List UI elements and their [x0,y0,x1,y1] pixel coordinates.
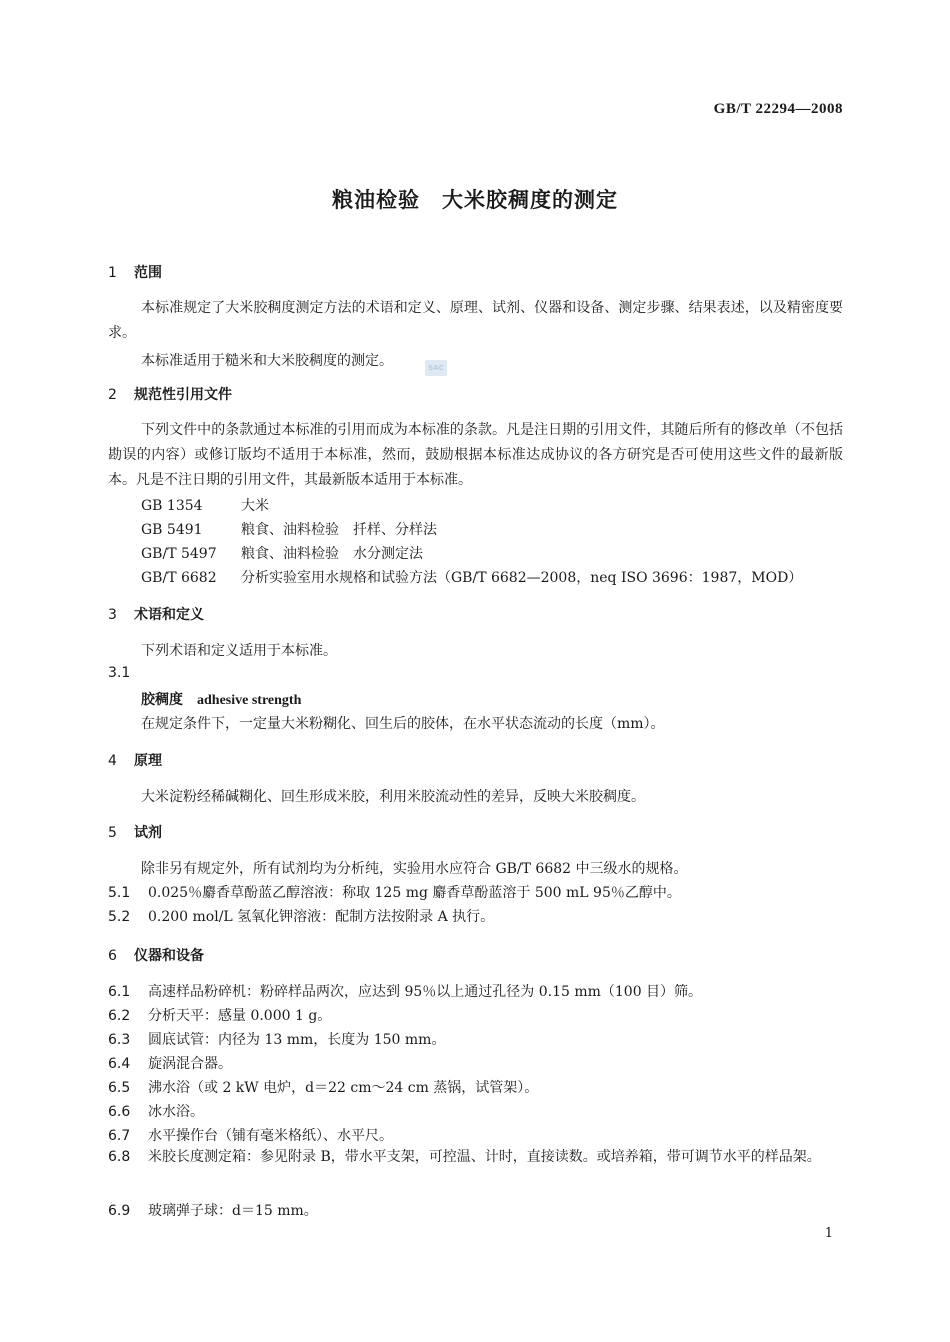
item-number: 6.9 [108,1203,131,1219]
definition-number: 3.1 [108,665,131,681]
item-text: 高速样品粉碎机：粉碎样品两次，应达到 95％以上通过孔径为 0.15 mm（100 目）筛。 [148,984,703,1000]
apparatus-item [108,1029,445,1049]
item-text: 0.025％麝香草酚蓝乙醇溶液：称取 125 mg 麝香草酚蓝溶于 500 mL 95％乙醇中。 [148,885,681,901]
section-title: 规范性引用文件 [134,387,232,403]
item-text: 圆底试管：内径为 13 mm，长度为 150 mm。 [148,1032,446,1048]
reference-code: GB 5491 [141,522,203,538]
section-title: 术语和定义 [134,607,204,623]
standard-code: GB/T 22294—2008 [713,101,843,117]
reference-title: 粮食、油料检验 扦样、分样法 [241,522,437,538]
section-heading-apparatus [108,945,204,965]
page-title: 粮油检验 大米胶稠度的测定 [332,188,618,212]
term-chinese: 胶稠度 [141,692,183,708]
reference-item [141,519,437,539]
section-title: 仪器和设备 [134,948,204,964]
item-text: 米胶长度测定箱：参见附录 B，带水平支架，可控温、计时，直接读数。或培养箱，带可调节水平的样品架。 [148,1149,821,1165]
section-heading-reagents [108,822,162,842]
section-title: 原理 [134,753,162,769]
item-text: 玻璃弹子球：d＝15 mm。 [148,1203,318,1219]
item-text: 冰水浴。 [148,1104,204,1120]
apparatus-item [108,1145,843,1170]
item-text: 沸水浴（或 2 kW 电炉，d＝22 cm～24 cm 蒸锅，试管架）。 [148,1080,539,1096]
item-text: 旋涡混合器。 [148,1056,232,1072]
item-number: 5.1 [108,885,131,901]
section-number: 4 [108,753,117,769]
terms-paragraph: 下列术语和定义适用于本标准。 [141,643,337,659]
reagent-item [108,882,681,902]
apparatus-item [108,1125,393,1145]
item-number: 6.2 [108,1008,131,1024]
section-heading-terms [108,604,204,624]
reference-item [141,543,423,563]
section-heading-scope [108,262,162,282]
scope-paragraph-2: 本标准适用于糙米和大米胶稠度的测定。 [141,353,393,369]
reagent-item [108,906,494,926]
item-number: 5.2 [108,909,131,925]
item-number: 6.8 [108,1149,131,1165]
apparatus-item [108,1200,318,1220]
apparatus-item [108,1077,538,1097]
section-title: 试剂 [134,825,162,841]
item-number: 6.5 [108,1080,131,1096]
reference-title: 分析实验室用水规格和试验方法（GB/T 6682—2008，neq ISO 3696：1987，MOD） [241,570,803,586]
item-text: 0.200 mol/L 氢氧化钾溶液：配制方法按附录 A 执行。 [148,909,495,925]
item-text: 水平操作台（铺有毫米格纸）、水平尺。 [148,1128,393,1144]
reagents-paragraph: 除非另有规定外，所有试剂均为分析纯，实验用水应符合 GB/T 6682 中三级水的规格。 [141,861,688,877]
references-paragraph: 下列文件中的条款通过本标准的引用而成为本标准的条款。凡是注日期的引用文件，其随后所有的修改单（不包括勘误的内容）或修订版均不适用于本标准，然而，鼓励根据本标准达成协议的各方研究是否可使用这些文件的最新版本。凡是不注日期的引用文件，其最新版本适用于本标准。 [108,422,843,488]
item-text: 分析天平：感量 0.000 1 g。 [148,1008,332,1024]
item-number: 6.7 [108,1128,131,1144]
sac-watermark: SAC [425,360,447,376]
section-number: 5 [108,825,117,841]
reference-item [141,495,269,515]
scope-paragraph-1: 本标准规定了大米胶稠度测定方法的术语和定义、原理、试剂、仪器和设备、测定步骤、结果表述，以及精密度要求。 [108,300,843,341]
section-number: 1 [108,265,117,281]
reference-title: 粮食、油料检验 水分测定法 [241,546,423,562]
term-definition: 在规定条件下，一定量大米粉糊化、回生后的胶体，在水平状态流动的长度（mm）。 [141,716,665,732]
reference-code: GB/T 5497 [141,546,217,562]
item-number: 6.3 [108,1032,131,1048]
section-heading-principle [108,750,162,770]
apparatus-item [108,1053,232,1073]
reference-code: GB/T 6682 [141,570,217,586]
reference-code: GB 1354 [141,498,203,514]
section-number: 3 [108,607,117,623]
reference-item [141,567,802,587]
section-title: 范围 [134,265,162,281]
section-number: 6 [108,948,117,964]
item-number: 6.6 [108,1104,131,1120]
section-heading-normative-references [108,384,232,404]
item-number: 6.4 [108,1056,131,1072]
term-entry [141,689,301,709]
term-english: adhesive strength [197,693,302,708]
apparatus-item [108,1101,204,1121]
principle-paragraph: 大米淀粉经稀碱糊化、回生形成米胶，利用米胶流动性的差异，反映大米胶稠度。 [141,789,645,805]
reference-title: 大米 [241,498,269,514]
item-number: 6.1 [108,984,131,1000]
page-number: 1 [824,1226,833,1241]
section-number: 2 [108,387,117,403]
apparatus-item [108,1005,331,1025]
apparatus-item [108,981,702,1001]
